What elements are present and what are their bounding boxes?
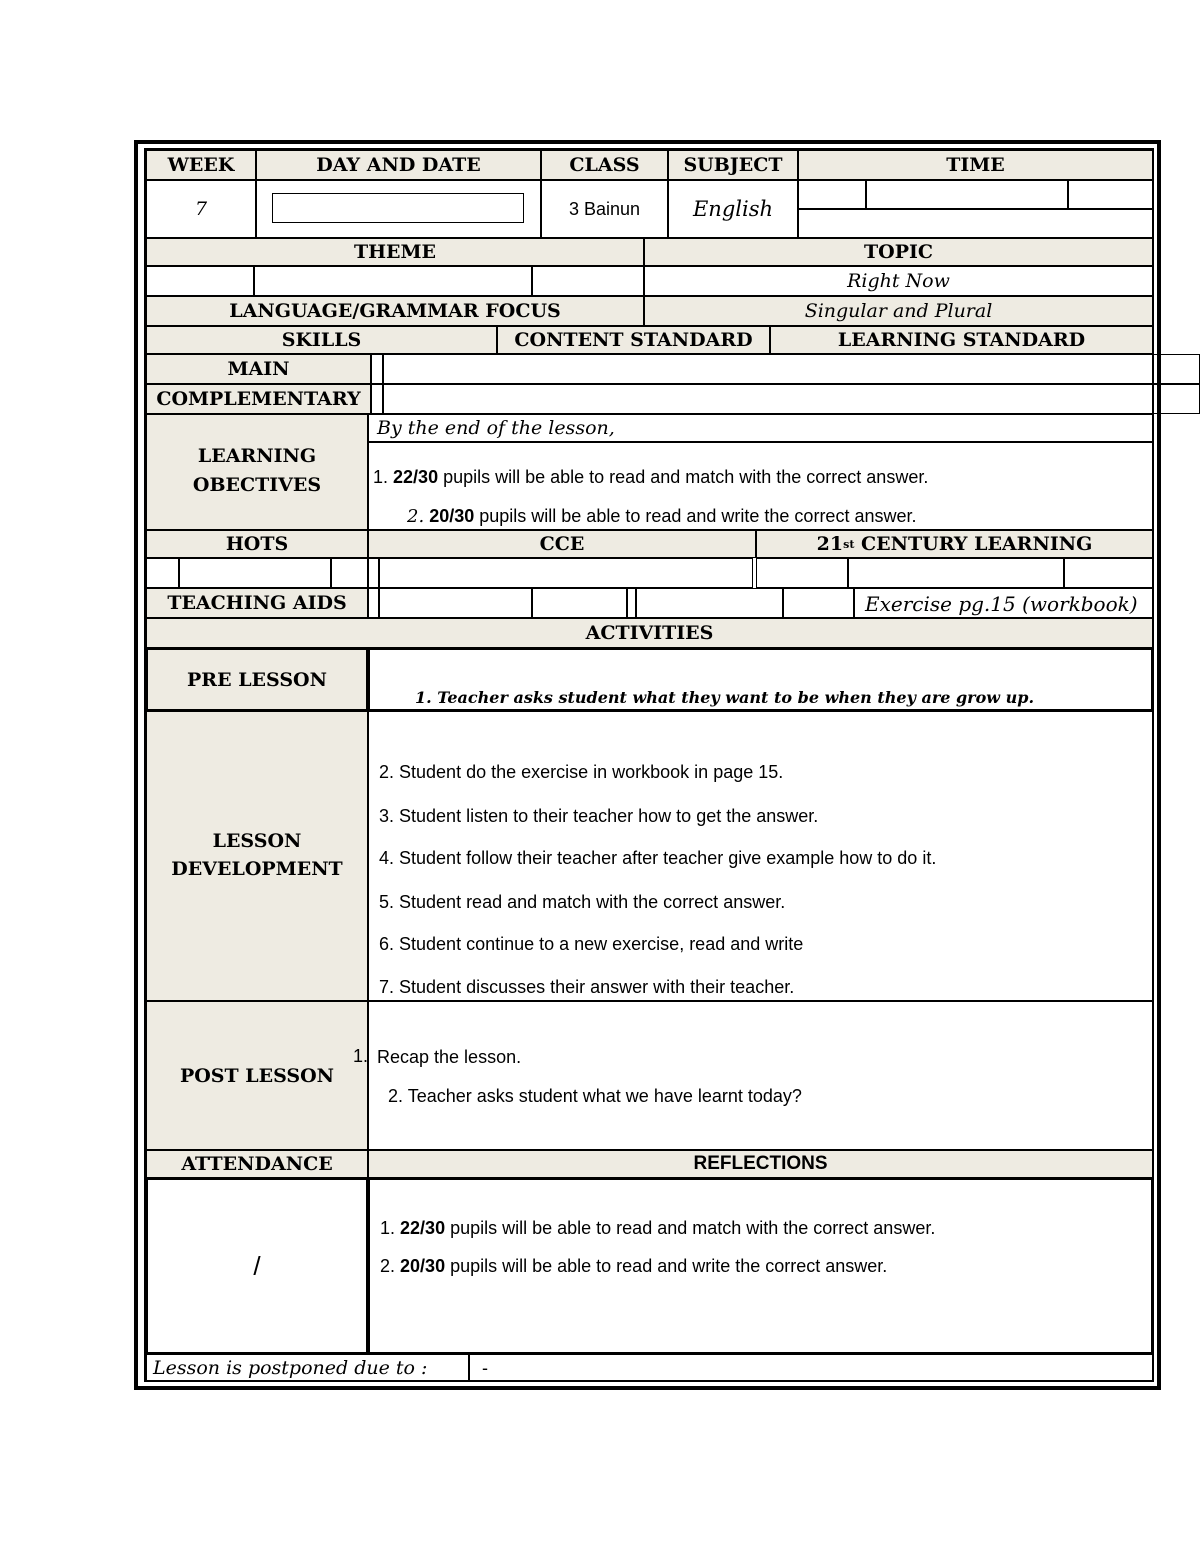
time-slot-cell [866, 180, 1068, 209]
hots-cell [146, 558, 179, 588]
objective-count: 22/30 [393, 467, 439, 487]
teaching-aids-label: TEACHING AIDS [146, 588, 368, 618]
complementary-skill-label: COMPLEMENTARY [146, 384, 371, 414]
teaching-aids-cell [627, 588, 636, 618]
grammar-focus-label: LANGUAGE/GRAMMAR FOCUS [146, 296, 644, 326]
day-date-label: DAY AND DATE [256, 150, 541, 180]
reflection-item [380, 1218, 935, 1239]
reflections-cell [368, 1178, 1153, 1354]
pre-lesson-text: 1. Teacher asks student what they want to be when they are grow up. [415, 688, 1035, 707]
lesson-development-label-line2: DEVELOPMENT [171, 858, 343, 880]
grammar-focus-value: Singular and Plural [644, 296, 1153, 326]
century-cell [848, 558, 1064, 588]
objectives-intro-cell [368, 414, 1153, 442]
reflection-count: 22/30 [400, 1218, 446, 1238]
reflection-item [380, 1256, 887, 1277]
attendance-value: / [146, 1178, 368, 1354]
complementary-skill-cell [371, 384, 383, 414]
main-skill-cell [383, 354, 1200, 384]
learning-objectives-label [146, 414, 368, 530]
subject-value: English [668, 180, 798, 238]
cce-cell [379, 558, 753, 588]
century-number: 21 [816, 533, 844, 555]
post-lesson-step-number: 1. [353, 1046, 369, 1066]
week-label: WEEK [146, 150, 256, 180]
century-suffix: st [843, 537, 855, 551]
teaching-aids-value: Exercise pg.15 (workbook) [865, 592, 1138, 616]
objectives-intro: By the end of the lesson, [377, 417, 615, 439]
objective-count: 20/30 [429, 506, 475, 526]
objective-number: 2. [407, 506, 425, 527]
main-skill-label: MAIN [146, 354, 371, 384]
topic-value: Right Now [644, 266, 1153, 296]
reflection-text: pupils will be able to read and match with the correct answer. [445, 1218, 936, 1238]
teaching-aids-cell [379, 588, 532, 618]
time-slot-cell [1068, 180, 1153, 209]
complementary-skill-cell [383, 384, 1200, 414]
time-slot-cell [798, 209, 1153, 238]
day-date-input[interactable] [272, 193, 524, 223]
postponed-label-cell [146, 1354, 469, 1382]
century-text: CENTURY LEARNING [854, 533, 1093, 555]
teaching-aids-cell [532, 588, 627, 618]
learning-objectives-label-line2: OBECTIVES [192, 474, 322, 496]
content-standard-label: CONTENT STANDARD [497, 326, 770, 354]
main-skill-cell [371, 354, 383, 384]
reflection-number: 2. [380, 1256, 396, 1276]
reflection-number: 1. [380, 1218, 396, 1238]
postponed-value-cell [469, 1354, 1153, 1382]
cce-label: CCE [368, 530, 756, 558]
attendance-label: ATTENDANCE [146, 1150, 368, 1178]
day-date-cell [256, 180, 541, 238]
century-learning-label [756, 530, 1153, 558]
theme-cell [254, 266, 532, 296]
class-label: CLASS [541, 150, 668, 180]
century-cell [756, 558, 848, 588]
postponed-label: Lesson is postponed due to : [153, 1357, 428, 1379]
objective-text: pupils will be able to read and write the correct answer. [474, 506, 917, 526]
post-lesson-cell [368, 1001, 1153, 1150]
lesson-step: 6. Student continue to a new exercise, read and write [379, 934, 804, 954]
lesson-development-cell [368, 711, 1153, 1001]
lesson-step: 3. Student listen to their teacher how to get the answer. [379, 806, 819, 826]
topic-label: TOPIC [644, 238, 1153, 266]
hots-cell [179, 558, 331, 588]
teaching-aids-cell [368, 588, 379, 618]
post-lesson-step: Recap the lesson. [377, 1047, 522, 1067]
teaching-aids-cell [783, 588, 854, 618]
subject-label: SUBJECT [668, 150, 798, 180]
lesson-step: 7. Student discusses their answer with their teacher. [379, 977, 795, 997]
lesson-step: 5. Student read and match with the correct answer. [379, 892, 786, 912]
theme-label: THEME [146, 238, 644, 266]
learning-standard-label: LEARNING STANDARD [770, 326, 1153, 354]
objective-text: pupils will be able to read and match with the correct answer. [438, 467, 929, 487]
hots-label: HOTS [146, 530, 368, 558]
hots-cell [331, 558, 368, 588]
teaching-aids-value-cell [854, 588, 1153, 618]
teaching-aids-cell [636, 588, 783, 618]
class-value: 3 Bainun [541, 180, 668, 238]
theme-cell [146, 266, 254, 296]
time-label: TIME [798, 150, 1153, 180]
lesson-development-label-line1: LESSON [212, 830, 302, 852]
week-value: 7 [146, 180, 256, 238]
reflections-label: REFLECTIONS [368, 1150, 1153, 1178]
objectives-list-cell [368, 442, 1153, 530]
post-lesson-step: 2. Teacher asks student what we have learnt today? [388, 1086, 802, 1106]
activities-label: ACTIVITIES [146, 618, 1153, 648]
lesson-step: 2. Student do the exercise in workbook in page 15. [379, 762, 784, 782]
postponed-value: - [482, 1358, 488, 1378]
pre-lesson-label: PRE LESSON [146, 648, 368, 711]
reflection-text: pupils will be able to read and write the correct answer. [445, 1256, 888, 1276]
objective-item [407, 506, 916, 527]
century-cell [1064, 558, 1153, 588]
theme-cell [532, 266, 644, 296]
lesson-development-label [146, 711, 368, 1001]
reflection-count: 20/30 [400, 1256, 446, 1276]
objective-item [373, 467, 928, 488]
cce-cell [368, 558, 379, 588]
lesson-step: 4. Student follow their teacher after teacher give example how to do it. [379, 848, 937, 868]
learning-objectives-label-line1: LEARNING [197, 445, 317, 467]
post-lesson-label: POST LESSON [146, 1001, 368, 1150]
objective-number: 1. [373, 467, 389, 487]
skills-label: SKILLS [146, 326, 497, 354]
time-slot-cell [798, 180, 866, 209]
pre-lesson-cell [368, 648, 1153, 711]
